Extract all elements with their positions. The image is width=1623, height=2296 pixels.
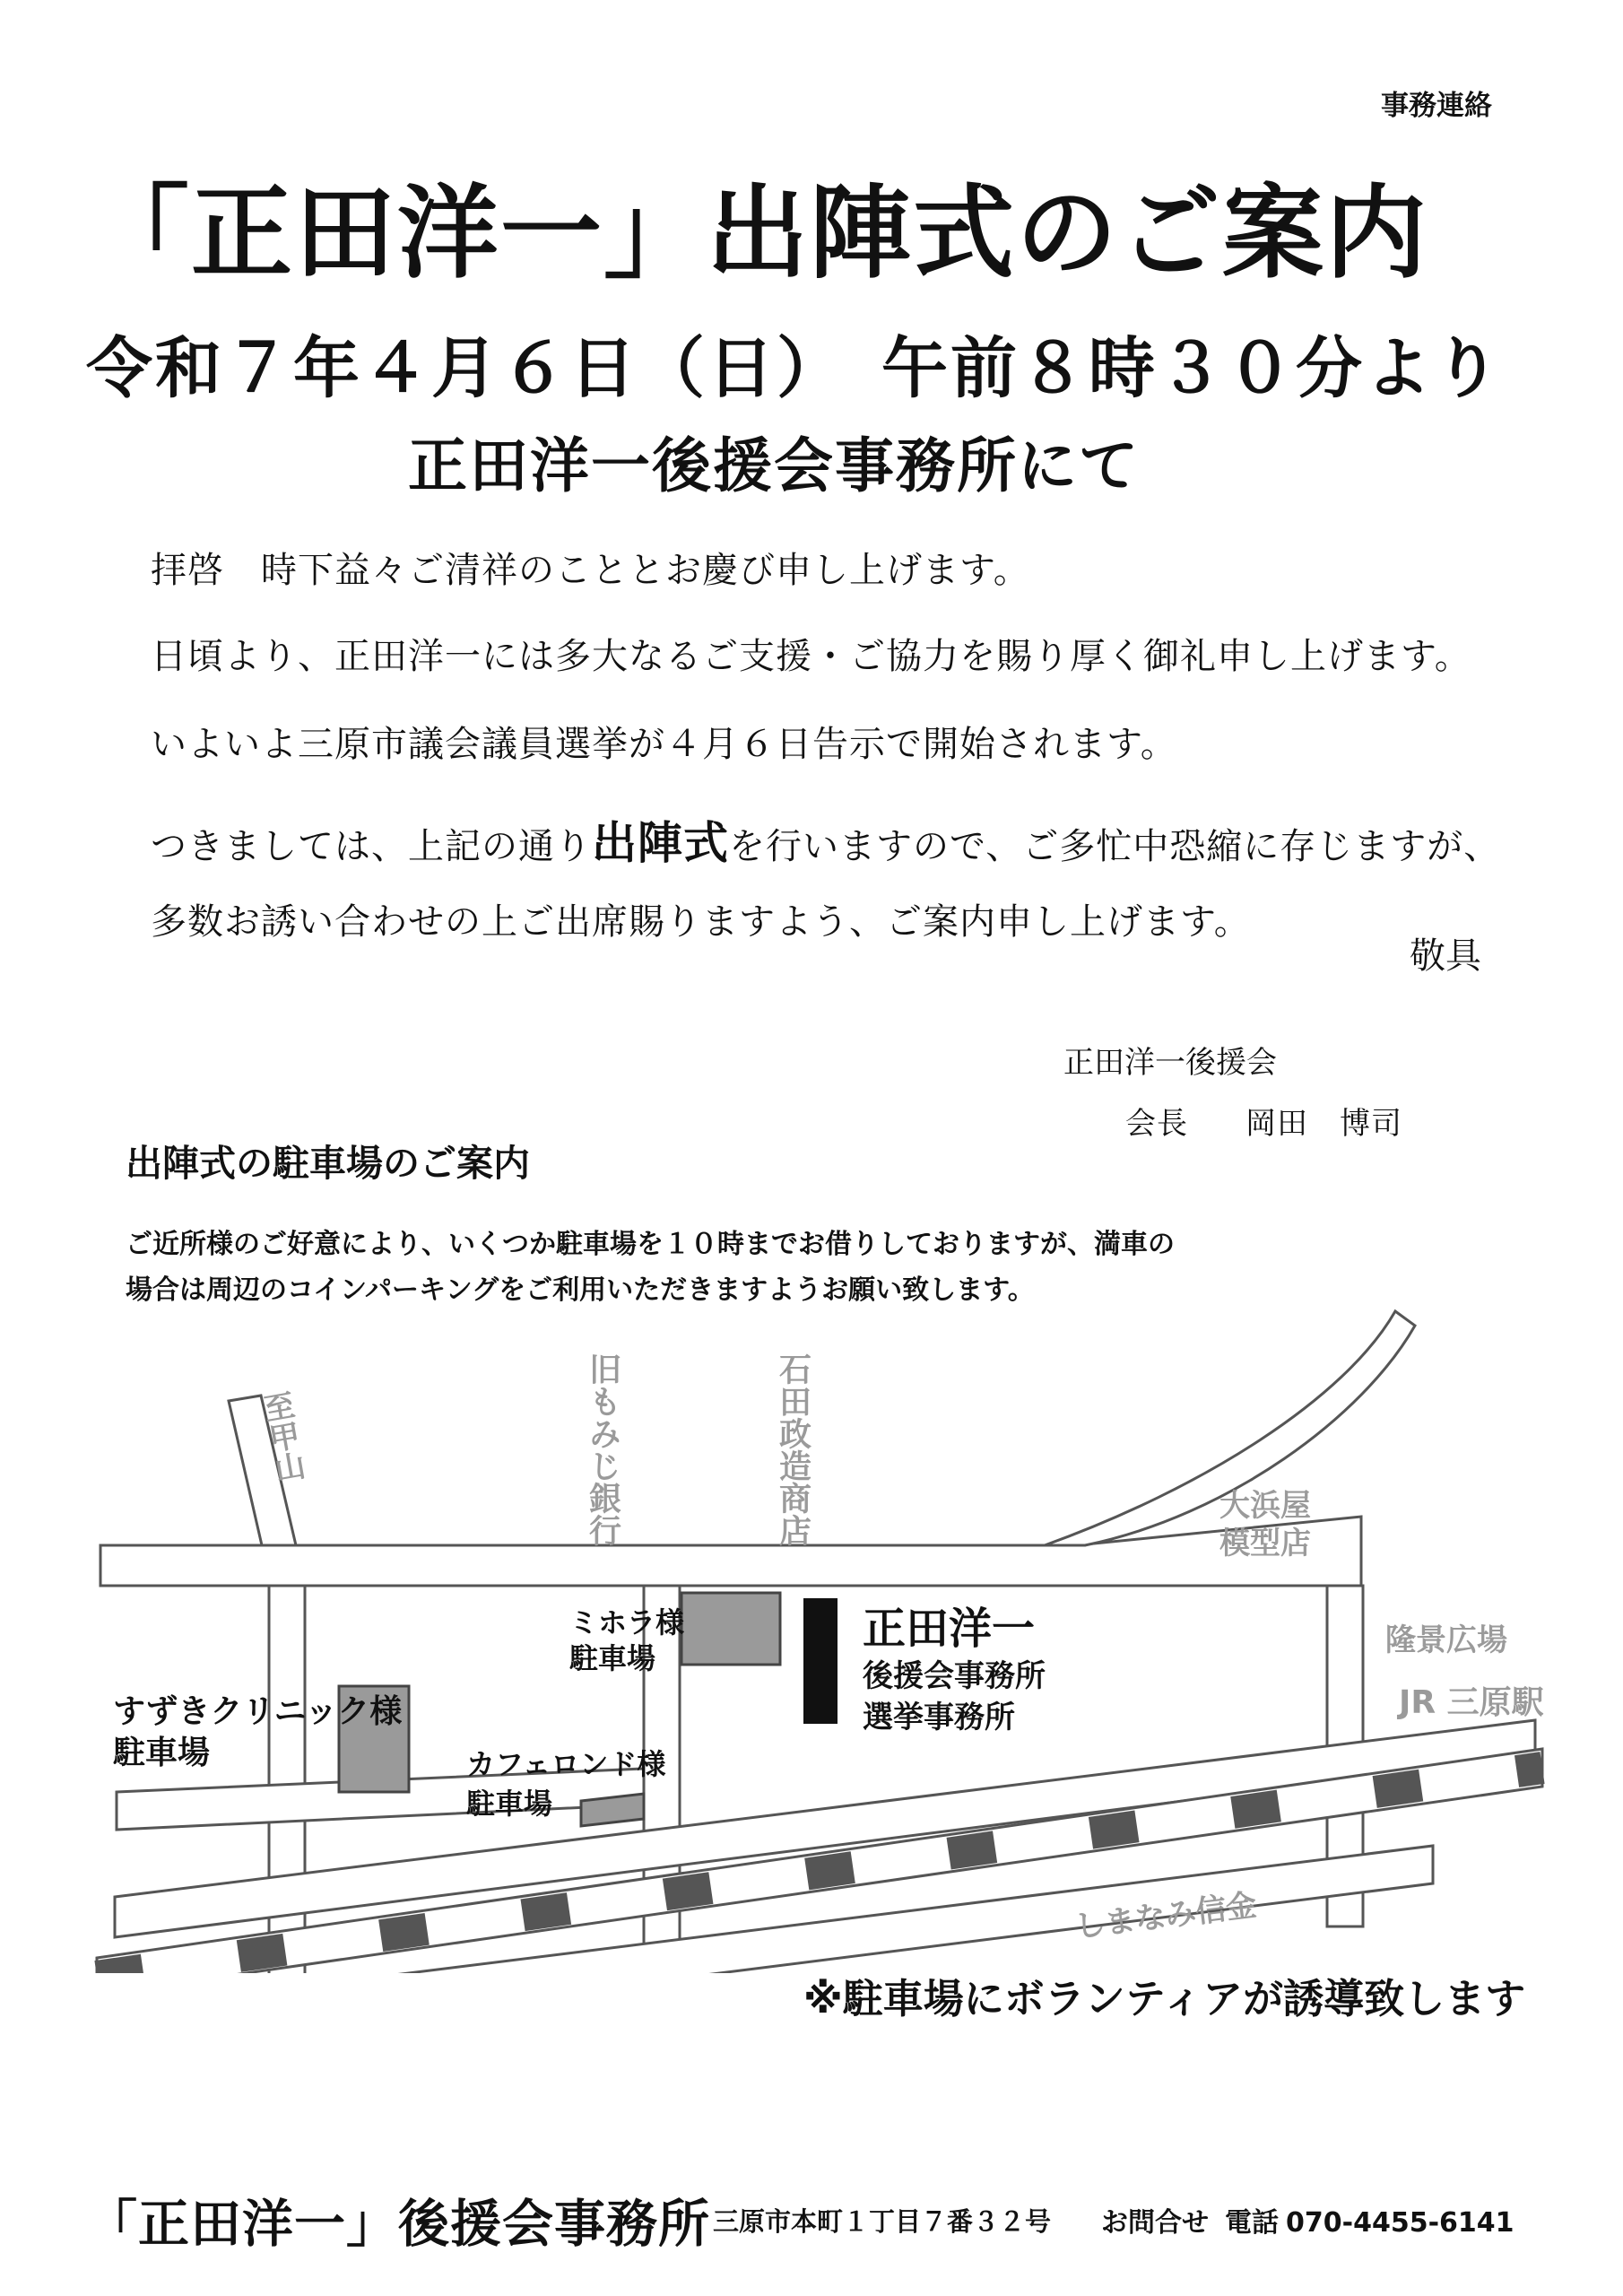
footer-office-name: 「正田洋一」後援会事務所 xyxy=(86,2195,710,2254)
letter-line-greeting: 拝啓 時下益々ご清祥のこととお慶び申し上げます。 xyxy=(151,550,1030,591)
signature-chair-name: 岡田 博司 xyxy=(1245,1106,1402,1142)
letter-line-invitation: 多数お誘い合わせの上ご出席賜りますよう、ご案内申し上げます。 xyxy=(151,901,1251,943)
label-cafe-2: 駐車場 xyxy=(466,1787,553,1821)
volunteer-note: ※駐車場にボランティアが誘導致します xyxy=(803,1975,1526,2022)
ceremony-emphasis: 出陣式 xyxy=(592,816,729,869)
parking-description-line2: 場合は周辺のコインパーキングをご利用いただきますようお願い致します。 xyxy=(126,1274,1035,1306)
label-suzuki-2: 駐車場 xyxy=(113,1735,211,1771)
parking-description-line1: ご近所様のご好意により、いくつか駐車場を１０時までお借りしておりますが、満車の xyxy=(126,1229,1175,1260)
label-cafe-1: カフェロンド様 xyxy=(466,1747,666,1781)
notice-label: 事務連絡 xyxy=(1381,90,1492,122)
event-venue: 正田洋一後援会事務所にて xyxy=(408,431,1140,500)
letter-closing: 敬具 xyxy=(1410,935,1481,977)
label-mihora-2: 駐車場 xyxy=(569,1641,656,1675)
label-office-1: 正田洋一 xyxy=(863,1604,1036,1654)
diagonal-road-upper xyxy=(115,1720,1535,1937)
label-jr-station: JR 三原駅 xyxy=(1399,1684,1544,1721)
letter-line-election: いよいよ三原市議会議員選挙が４月６日告示で開始されます。 xyxy=(151,724,1177,765)
label-koyama: 至甲山 xyxy=(256,1388,308,1485)
signature-organization: 正田洋一後援会 xyxy=(1063,1045,1277,1081)
cafe-parking-lot xyxy=(581,1794,644,1826)
letter-line-ceremony-post: を行いますので、ご多忙中恐縮に存じますが、 xyxy=(729,826,1501,867)
label-ryukei: 隆景広場 xyxy=(1385,1622,1507,1658)
label-shimanami: しまなみ信金 xyxy=(1072,1887,1259,1945)
label-ohamaya-2: 模型店 xyxy=(1219,1526,1311,1561)
signature-chair-title: 会長 xyxy=(1125,1106,1188,1142)
contact-label: お問合せ xyxy=(1101,2207,1209,2239)
label-office-3: 選挙事務所 xyxy=(863,1700,1015,1735)
label-ohamaya-1: 大浜屋 xyxy=(1219,1488,1311,1524)
phone-number: 070-4455-6141 xyxy=(1286,2207,1515,2239)
mihora-parking-lot xyxy=(681,1593,780,1665)
phone-label: 電話 xyxy=(1225,2207,1279,2239)
letter-line-ceremony-pre: つきましては、上記の通り xyxy=(151,826,592,867)
access-map xyxy=(0,1292,1623,1973)
label-office-2: 後援会事務所 xyxy=(863,1658,1046,1694)
footer-contact xyxy=(1101,2200,1515,2239)
label-momiji: 旧もみじ銀行 xyxy=(584,1352,621,1546)
event-date: 令和７年４月６日（日） 午前８時３０分より xyxy=(86,330,1503,407)
label-ishida: 石田政造商店 xyxy=(774,1352,812,1546)
footer-address: 三原市本町１丁目７番３２号 xyxy=(713,2206,1052,2237)
label-mihora-1: ミホラ様 xyxy=(569,1605,685,1639)
letter-line-ceremony xyxy=(151,807,1500,872)
parking-heading: 出陣式の駐車場のご案内 xyxy=(126,1142,530,1185)
campaign-office-marker xyxy=(803,1598,838,1724)
signature-chair xyxy=(1125,1099,1402,1143)
letter-line-thanks: 日頃より、正田洋一には多大なるご支援・ご協力を賜り厚く御礼申し上げます。 xyxy=(151,636,1471,677)
page-title: 「正田洋一」出陣式のご案内 xyxy=(88,174,1428,292)
label-suzuki-1: すずきクリニック様 xyxy=(113,1693,403,1730)
